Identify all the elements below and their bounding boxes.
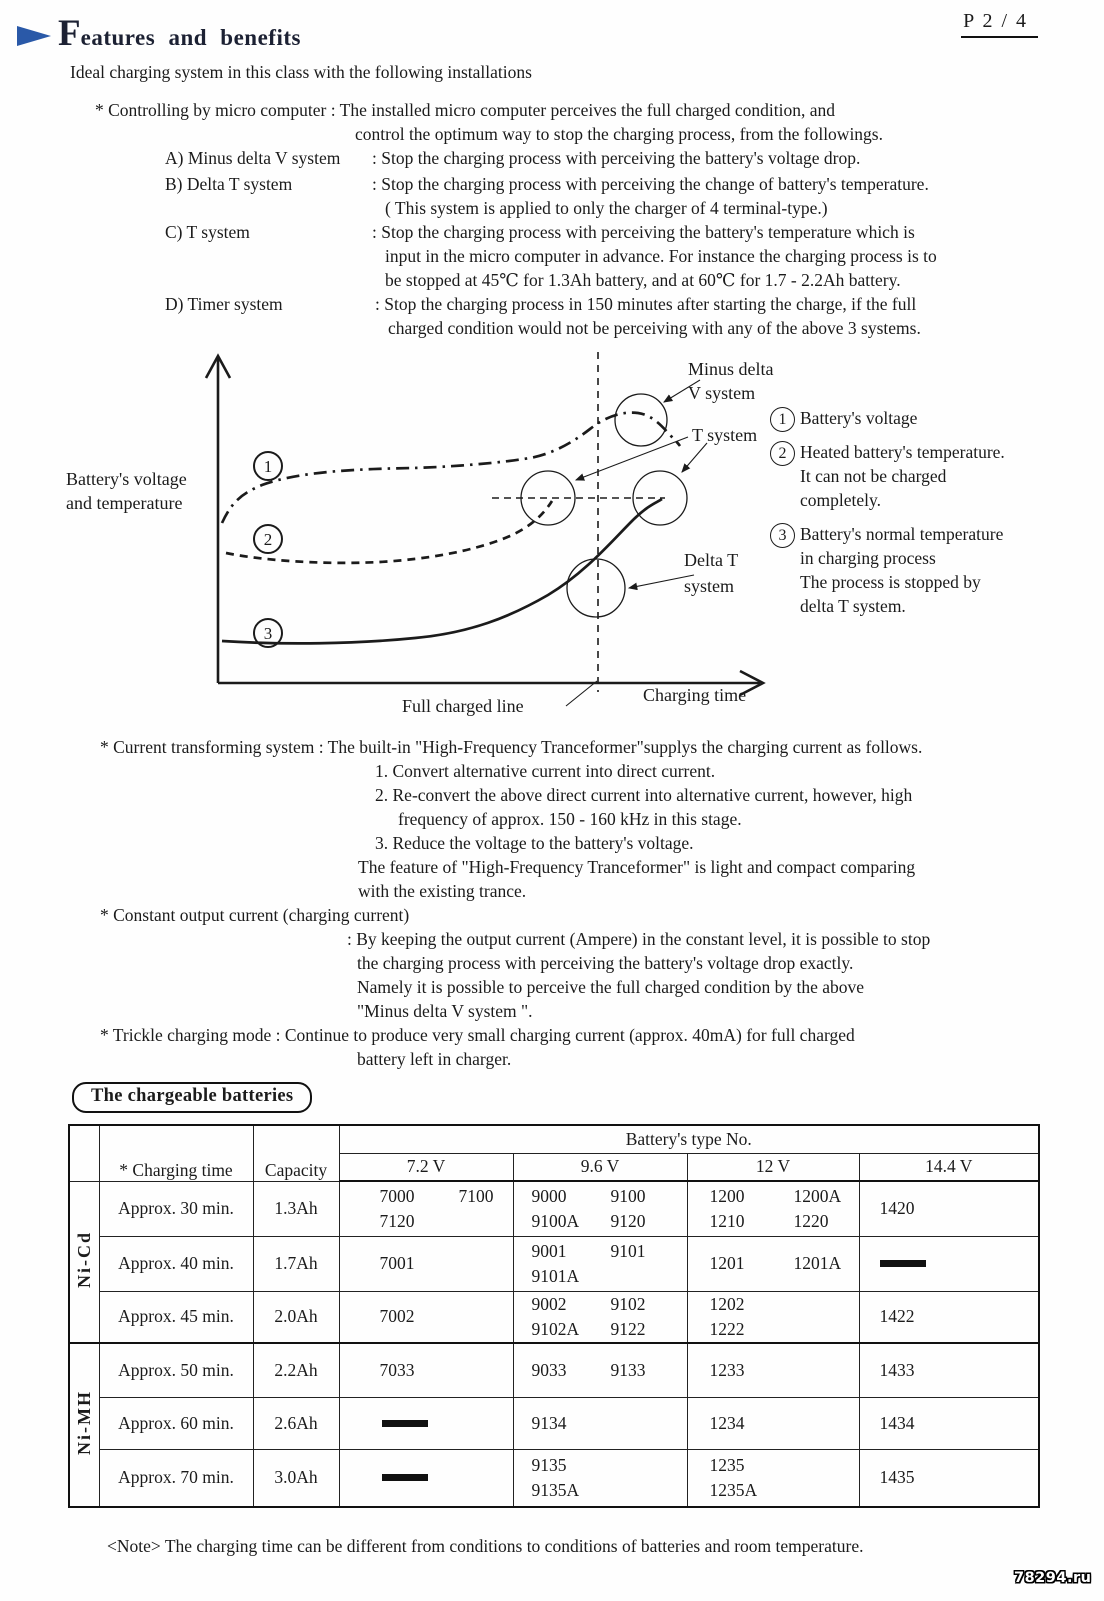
- battery-number: 9100: [610, 1185, 646, 1206]
- battery-number: 9033: [531, 1359, 567, 1380]
- voltage-header-144: 14.4 V: [859, 1153, 1039, 1181]
- battery-number-line: [688, 1292, 859, 1317]
- battery-number: 9000: [531, 1185, 567, 1206]
- battery-number: 9100A: [531, 1210, 580, 1231]
- battery-numbers-cell: [687, 1449, 859, 1507]
- battery-number-line: [688, 1209, 859, 1234]
- battery-numbers-cell: [339, 1181, 513, 1236]
- system-d-desc-1: : Stop the charging process in 150 minutes after starting the charge, if the full: [375, 294, 917, 314]
- title-initial: F: [58, 13, 81, 54]
- battery-number: 1422: [879, 1306, 915, 1327]
- battery-number-line: [340, 1184, 513, 1209]
- current-transforming-line-2: 1. Convert alternative current into direct current.: [375, 761, 716, 781]
- table-row: [69, 1236, 1039, 1291]
- legend-2-badge: 2: [770, 441, 795, 466]
- battery-number: 9120: [610, 1210, 646, 1231]
- legend-2-text: [800, 440, 1005, 512]
- system-b-desc-2: ( This system is applied to only the charger of 4 terminal-type.): [385, 198, 828, 218]
- minus-delta-v-circle: [615, 394, 667, 446]
- legend-line: in charging process: [800, 548, 936, 568]
- no-model-dash: [382, 1474, 428, 1481]
- no-model-dash: [880, 1260, 926, 1267]
- battery-number-line: [688, 1478, 859, 1503]
- battery-number: 1220: [793, 1210, 829, 1231]
- capacity-cell: 2.0Ah: [253, 1291, 339, 1343]
- battery-numbers-cell: [859, 1343, 1039, 1397]
- chargeable-batteries-badge: The chargeable batteries: [72, 1082, 312, 1113]
- battery-table: [68, 1124, 1040, 1508]
- legend-line: It can not be charged: [800, 466, 947, 486]
- battery-numbers-cell: [859, 1236, 1039, 1291]
- system-d-desc-2: charged condition would not be perceiving with any of the above 3 systems.: [388, 318, 921, 338]
- constant-output-line-3: the charging process with perceiving the battery's voltage drop exactly.: [357, 953, 854, 973]
- battery-numbers-cell: [687, 1236, 859, 1291]
- battery-number: 1235: [709, 1454, 745, 1475]
- battery-number: 9134: [531, 1412, 567, 1433]
- battery-numbers-cell: [513, 1343, 687, 1397]
- t-system-label: T system: [692, 425, 758, 445]
- watermark: 78294.ru: [1014, 1570, 1092, 1586]
- legend-line: Heated battery's temperature.: [800, 442, 1005, 462]
- system-c-label: C) T system: [165, 222, 250, 242]
- system-c-desc-1: : Stop the charging process with perceiving the battery's temperature which is: [372, 222, 915, 242]
- battery-number: 9102A: [531, 1318, 580, 1339]
- battery-group-cell: [69, 1181, 99, 1343]
- current-transforming-line-4: frequency of approx. 150 - 160 kHz in this stage.: [398, 809, 742, 829]
- battery-number-line: [514, 1411, 687, 1436]
- battery-numbers-cell: [687, 1397, 859, 1449]
- legend-1-badge: 1: [770, 407, 795, 432]
- controlling-line-1: * Controlling by micro computer : The installed micro computer perceives the full charged condition, and: [95, 100, 835, 120]
- table-row: [69, 1291, 1039, 1343]
- capacity-cell: 3.0Ah: [253, 1449, 339, 1507]
- voltage-header-72: 7.2 V: [339, 1153, 513, 1181]
- battery-numbers-cell: [339, 1291, 513, 1343]
- t-system-arrow-2-icon: [682, 443, 707, 472]
- current-transforming-line-6: The feature of "High-Frequency Tranceformer" is light and compact comparing: [358, 857, 916, 877]
- battery-number: 9135: [531, 1454, 567, 1475]
- page-title: [58, 12, 301, 55]
- y-axis-label-2: and temperature: [66, 493, 183, 513]
- battery-number-line: [514, 1453, 687, 1478]
- battery-number-line: [860, 1411, 1039, 1436]
- delta-t-label-2: system: [684, 576, 735, 596]
- battery-number: 9002: [531, 1293, 567, 1314]
- delta-t-circle: [567, 559, 625, 617]
- curve-heated-temperature: [226, 501, 552, 563]
- legend-item-3: [770, 522, 1003, 618]
- voltage-header-12: 12 V: [687, 1153, 859, 1181]
- trickle-line-1: * Trickle charging mode : Continue to produce very small charging current (approx. 40mA) for full charged: [100, 1025, 855, 1045]
- marker-3: 3: [263, 624, 273, 643]
- curve-battery-voltage: [222, 413, 680, 523]
- battery-table-body: [69, 1181, 1039, 1507]
- system-a-label: A) Minus delta V system: [165, 148, 341, 168]
- legend-item-2: [770, 440, 1005, 512]
- charging-time-cell: Approx. 60 min.: [99, 1397, 253, 1449]
- battery-number: 1435: [879, 1467, 915, 1488]
- capacity-header: Capacity: [253, 1125, 339, 1181]
- system-b-label: B) Delta T system: [165, 174, 293, 194]
- battery-numbers-cell: [339, 1397, 513, 1449]
- marker-1: 1: [263, 457, 273, 476]
- capacity-cell: 2.2Ah: [253, 1343, 339, 1397]
- legend-line: Battery's normal temperature: [800, 524, 1004, 544]
- battery-number-line: [860, 1358, 1039, 1383]
- battery-numbers-cell: [687, 1343, 859, 1397]
- legend-3-text: [800, 522, 1003, 618]
- battery-number: 9101A: [531, 1265, 580, 1286]
- battery-number-line: [514, 1317, 687, 1342]
- battery-numbers-cell: [513, 1181, 687, 1236]
- battery-number-line: [860, 1465, 1039, 1490]
- battery-numbers-cell: [859, 1181, 1039, 1236]
- battery-number: 1201: [709, 1253, 745, 1273]
- battery-number: 9133: [610, 1359, 646, 1380]
- battery-numbers-cell: [513, 1236, 687, 1291]
- marker-2: 2: [263, 530, 273, 549]
- capacity-cell: 1.3Ah: [253, 1181, 339, 1236]
- battery-number-line: [688, 1251, 859, 1276]
- battery-number-line: [514, 1209, 687, 1234]
- battery-number-line: [514, 1358, 687, 1383]
- battery-table-head: [69, 1125, 1039, 1181]
- battery-number: 1235A: [709, 1479, 758, 1500]
- legend-line: completely.: [800, 490, 881, 510]
- legend-line: The process is stopped by: [800, 572, 981, 592]
- battery-number: 7120: [379, 1210, 415, 1231]
- delta-t-label-1: Delta T: [684, 550, 739, 570]
- charging-time-cell: Approx. 50 min.: [99, 1343, 253, 1397]
- battery-number-line: [688, 1453, 859, 1478]
- battery-numbers-cell: [339, 1343, 513, 1397]
- battery-number-line: [860, 1304, 1039, 1329]
- table-row: [69, 1343, 1039, 1397]
- x-axis-label: Charging time: [643, 685, 747, 705]
- legend-line: delta T system.: [800, 596, 906, 616]
- current-transforming-line-5: 3. Reduce the voltage to the battery's voltage.: [375, 833, 694, 853]
- voltage-header-96: 9.6 V: [513, 1153, 687, 1181]
- y-axis-label-1: Battery's voltage: [66, 469, 187, 489]
- battery-numbers-cell: [687, 1291, 859, 1343]
- battery-numbers-cell: [513, 1291, 687, 1343]
- battery-numbers-cell: [859, 1449, 1039, 1507]
- battery-numbers-cell: [513, 1397, 687, 1449]
- intro-line: Ideal charging system in this class with the following installations: [70, 62, 532, 82]
- battery-number: 7001: [379, 1253, 415, 1273]
- battery-number: 1420: [879, 1198, 915, 1219]
- battery-number-line: [340, 1209, 513, 1234]
- battery-number: 7000: [379, 1185, 415, 1206]
- table-row: [69, 1449, 1039, 1507]
- battery-numbers-cell: [513, 1449, 687, 1507]
- full-charged-pointer: [566, 681, 597, 706]
- minus-delta-label-2: V system: [688, 383, 756, 403]
- controlling-line-2: control the optimum way to stop the charging process, from the followings.: [355, 124, 883, 144]
- battery-numbers-cell: [339, 1449, 513, 1507]
- battery-number-line: [514, 1184, 687, 1209]
- table-row: [69, 1397, 1039, 1449]
- battery-numbers-cell: [859, 1291, 1039, 1343]
- legend-3-badge: 3: [770, 523, 795, 548]
- system-d-label: D) Timer system: [165, 294, 283, 314]
- battery-number-line: [340, 1358, 513, 1383]
- battery-number: 7002: [379, 1306, 415, 1327]
- battery-number-line: [340, 1304, 513, 1329]
- constant-output-line-4: Namely it is possible to perceive the full charged condition by the above: [357, 977, 865, 997]
- battery-group-cell: [69, 1343, 99, 1507]
- battery-number: 1234: [709, 1412, 745, 1433]
- constant-output-line-1: * Constant output current (charging current): [100, 905, 410, 925]
- title-rest: eatures and benefits: [80, 25, 301, 50]
- corner-cell: [69, 1125, 99, 1181]
- battery-number-line: [688, 1358, 859, 1383]
- minus-delta-label-1: Minus delta: [688, 359, 774, 379]
- battery-number-line: [688, 1317, 859, 1342]
- battery-number: 9102: [610, 1293, 646, 1314]
- battery-number: 7033: [379, 1359, 415, 1380]
- section-arrow-icon: [17, 26, 51, 46]
- system-c-desc-3: be stopped at 45℃ for 1.3Ah battery, and at 60℃ for 1.7 - 2.2Ah battery.: [385, 270, 901, 290]
- battery-number-line: [514, 1478, 687, 1503]
- system-b-desc-1: : Stop the charging process with perceiving the change of battery's temperature.: [372, 174, 929, 194]
- battery-number-line: [514, 1239, 687, 1264]
- battery-number-line: [688, 1184, 859, 1209]
- battery-number: 1222: [709, 1318, 745, 1339]
- charging-time-cell: Approx. 40 min.: [99, 1236, 253, 1291]
- battery-number: 1433: [879, 1359, 915, 1380]
- current-transforming-line-3: 2. Re-convert the above direct current into alternative current, however, high: [375, 785, 913, 805]
- battery-numbers-cell: [339, 1236, 513, 1291]
- battery-number: 9122: [610, 1318, 646, 1339]
- trickle-line-2: battery left in charger.: [357, 1049, 512, 1069]
- battery-number-line: [688, 1411, 859, 1436]
- battery-numbers-cell: [859, 1397, 1039, 1449]
- constant-output-line-5: "Minus delta V system ".: [357, 1001, 533, 1021]
- battery-number: 1200: [709, 1185, 745, 1206]
- table-header-row-1: [69, 1125, 1039, 1153]
- battery-number: 7100: [458, 1185, 494, 1206]
- current-transforming-line-1: * Current transforming system : The built-in "High-Frequency Tranceformer"supplys the charging current as follows.: [100, 737, 923, 757]
- battery-number-line: [514, 1292, 687, 1317]
- legend-1-text: [800, 406, 917, 432]
- current-transforming-line-7: with the existing trance.: [358, 881, 527, 901]
- table-row: [69, 1181, 1039, 1236]
- battery-number: 9101: [610, 1240, 646, 1261]
- no-model-dash: [382, 1420, 428, 1427]
- battery-number: 1233: [709, 1359, 745, 1380]
- legend-line: Battery's voltage: [800, 408, 918, 428]
- battery-number-line: [860, 1196, 1039, 1221]
- battery-number: 1434: [879, 1412, 915, 1433]
- footnote: <Note> The charging time can be different from conditions to conditions of batteries and room temperature.: [107, 1536, 864, 1556]
- battery-number-line: [514, 1264, 687, 1289]
- battery-group-label: Ni-MH: [73, 1390, 94, 1455]
- capacity-cell: 1.7Ah: [253, 1236, 339, 1291]
- capacity-cell: 2.6Ah: [253, 1397, 339, 1449]
- battery-number-line: [340, 1251, 513, 1276]
- full-charged-label: Full charged line: [402, 696, 524, 716]
- battery-numbers-cell: [687, 1181, 859, 1236]
- curve-normal-temperature: [222, 499, 662, 643]
- battery-number: 9135A: [531, 1479, 580, 1500]
- battery-number: 1201A: [793, 1253, 842, 1273]
- battery-group-label: Ni-Cd: [73, 1230, 94, 1288]
- charging-time-cell: Approx. 45 min.: [99, 1291, 253, 1343]
- battery-number: 1200A: [793, 1185, 842, 1206]
- charging-time-cell: Approx. 30 min.: [99, 1181, 253, 1236]
- system-a-desc: : Stop the charging process with perceiving the battery's voltage drop.: [372, 148, 861, 168]
- charging-time-header: * Charging time: [99, 1125, 253, 1181]
- charging-time-cell: Approx. 70 min.: [99, 1449, 253, 1507]
- system-c-desc-2: input in the micro computer in advance. For instance the charging process is to: [385, 246, 937, 266]
- battery-number: 9001: [531, 1240, 567, 1261]
- page-number: P 2 / 4: [961, 10, 1038, 38]
- battery-number: 1210: [709, 1210, 745, 1231]
- battery-number: 1202: [709, 1293, 745, 1314]
- type-no-header: Battery's type No.: [339, 1125, 1039, 1153]
- legend-item-1: [770, 406, 917, 432]
- constant-output-line-2: : By keeping the output current (Ampere) in the constant level, it is possible to stop: [347, 929, 931, 949]
